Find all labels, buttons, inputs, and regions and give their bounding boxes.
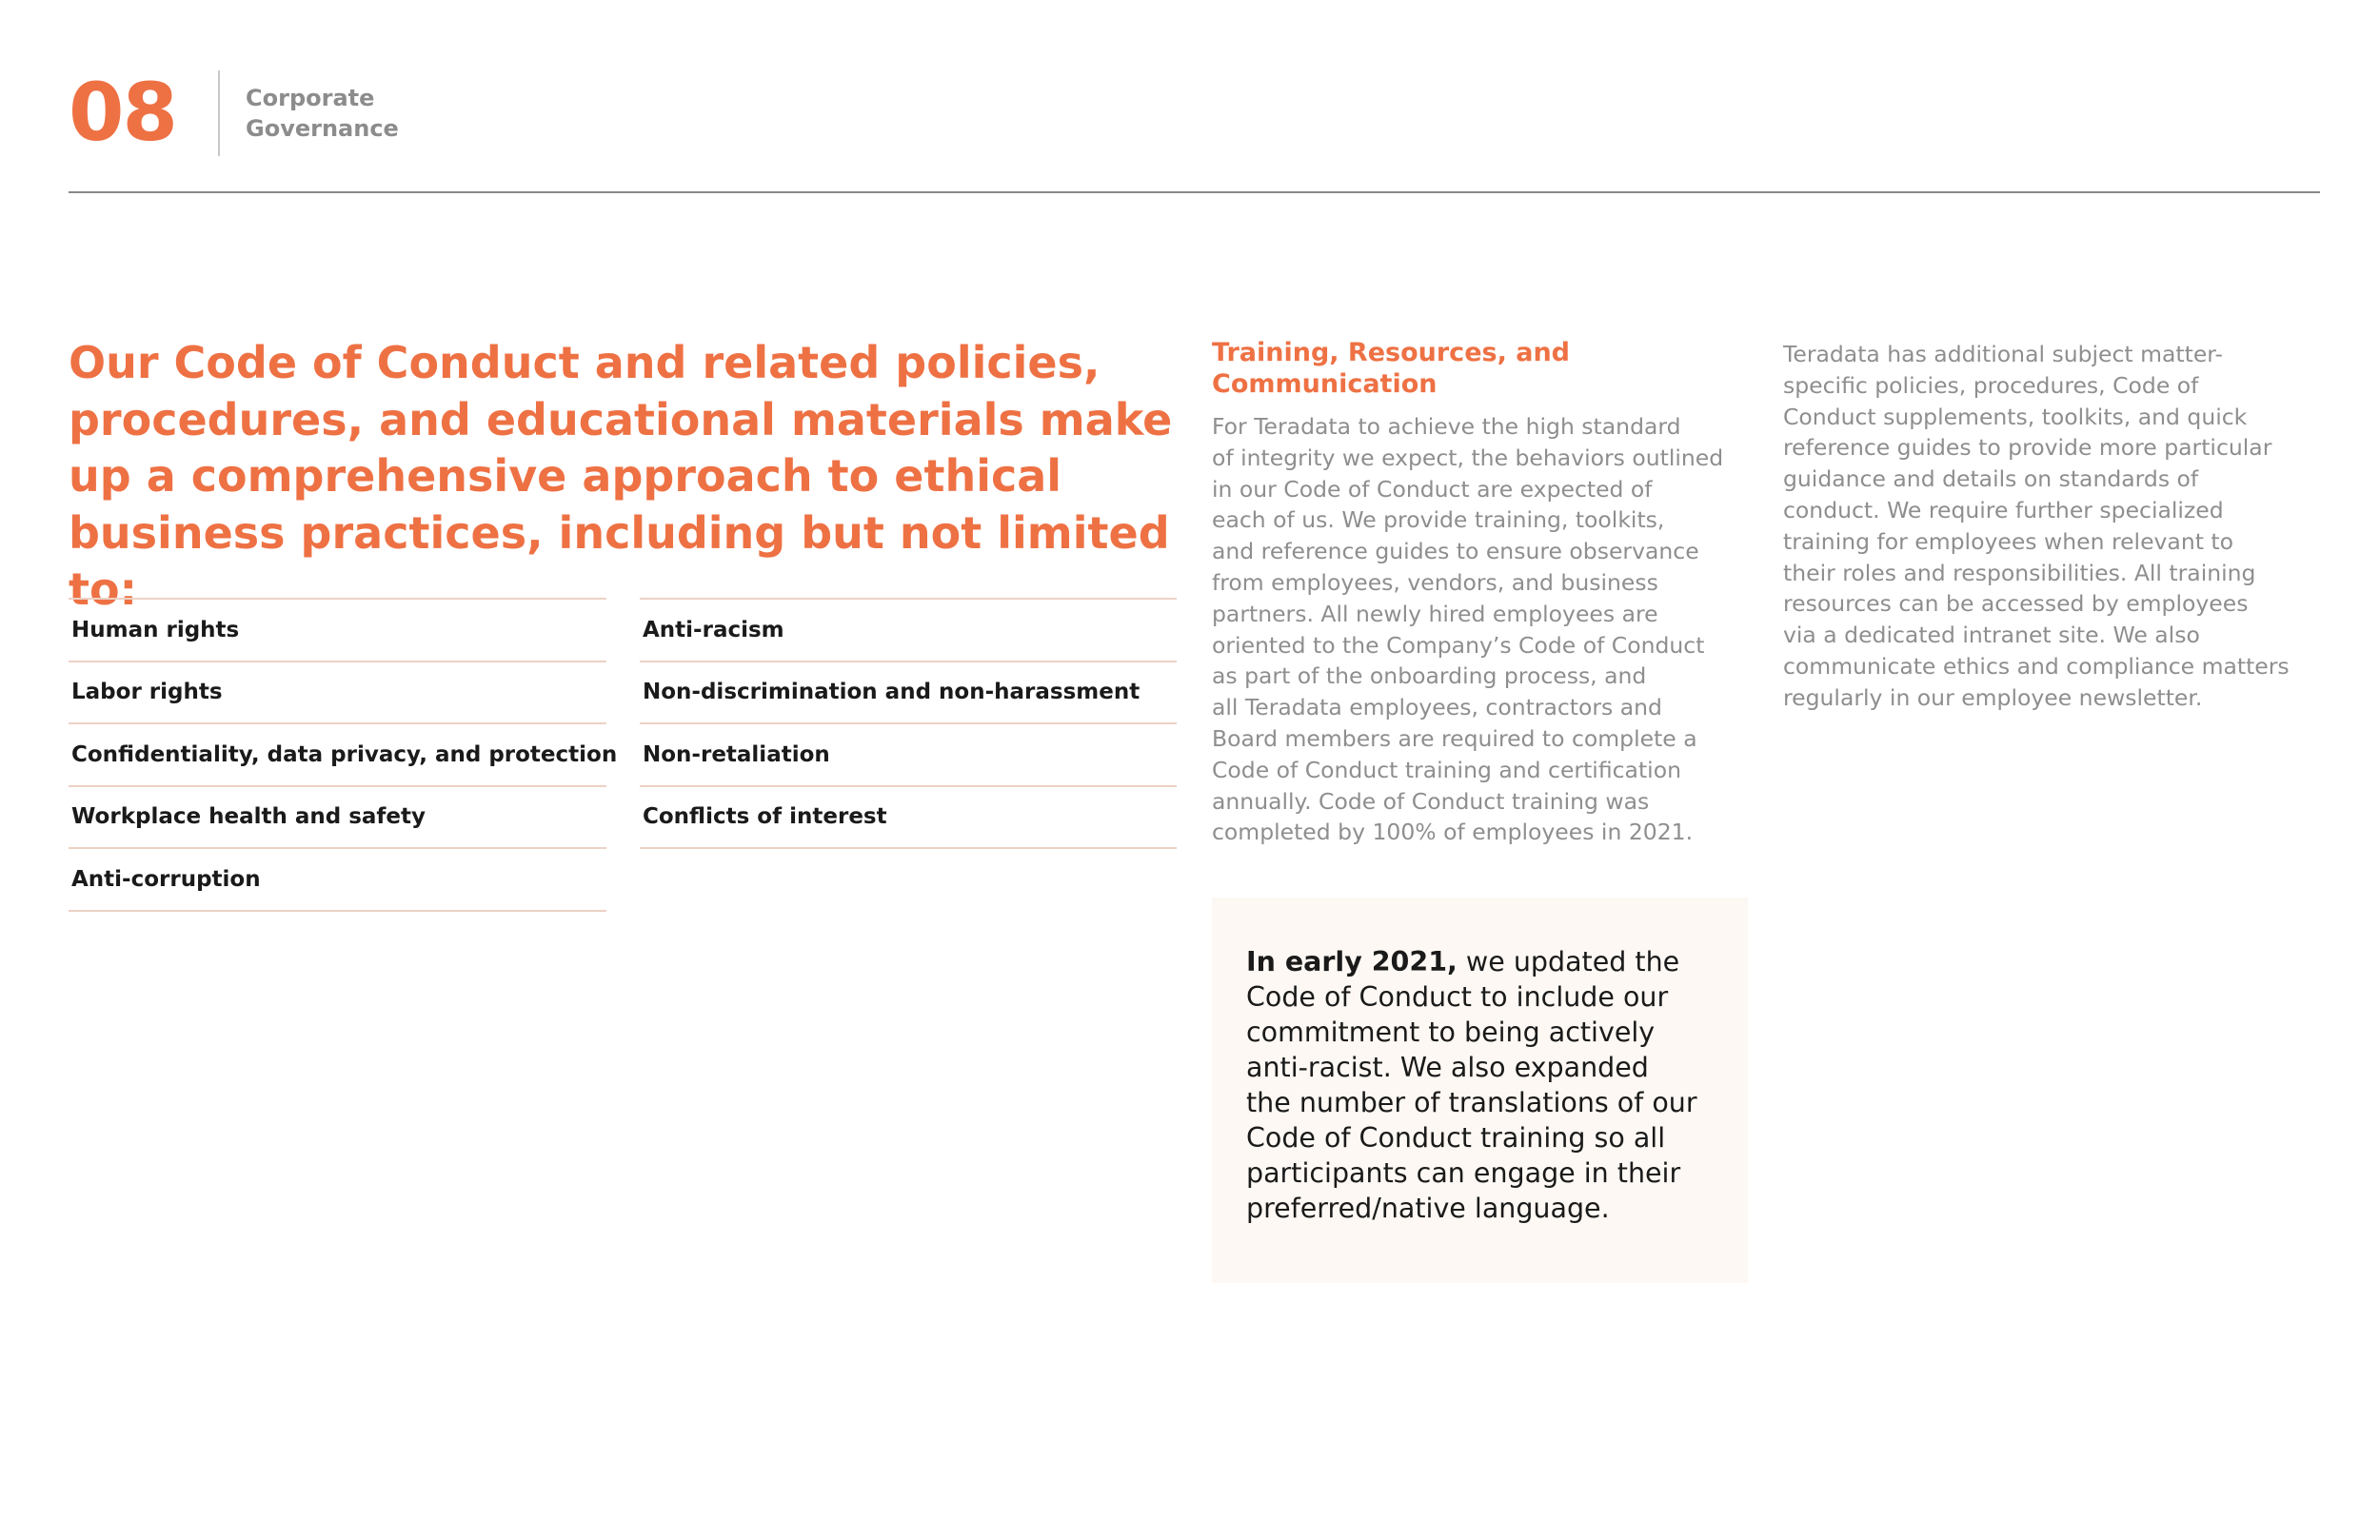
training-body-line: and reference guides to ensure observance [1212, 538, 1699, 565]
callout-line: Code of Conduct to include our [1246, 981, 1669, 1013]
training-body-line: all Teradata employees, contractors and [1212, 694, 1662, 721]
additional-body-line: conduct. We require further specialized [1783, 496, 2224, 523]
additional-body-line: Conduct supplements, toolkits, and quick [1783, 403, 2248, 430]
additional-body-line: guidance and details on standards of [1783, 465, 2199, 493]
section-title-line1: Corporate [246, 85, 375, 111]
training-body-line: of integrity we expect, the behaviors outlined [1212, 444, 1724, 471]
intro-headline: Our Code of Conduct and related policies, procedures, and educational materials make up a comprehensive approach to ethical business practices, including but not limited to: [69, 337, 1173, 615]
section-title [246, 83, 399, 144]
additional-body [1783, 339, 2290, 714]
topic-item: Labor rights [69, 662, 606, 725]
training-heading-line2: Communication [1212, 369, 1438, 399]
callout-line: anti-racist. We also expanded [1246, 1052, 1649, 1083]
training-body-line: as part of the onboarding process, and [1212, 662, 1647, 690]
training-body-line: annually. Code of Conduct training was [1212, 787, 1650, 815]
training-body-line: partners. All newly hired employees are [1212, 600, 1658, 627]
training-body-line: from employees, vendors, and business [1212, 568, 1658, 596]
additional-body-line: their roles and responsibilities. All training [1783, 559, 2256, 586]
topic-list-column2 [640, 598, 1177, 849]
callout-box [1212, 898, 1748, 1283]
callout-text [1246, 944, 1697, 1226]
section-title-line2: Governance [246, 115, 399, 142]
callout-lead: In early 2021, [1246, 946, 1458, 977]
header-rule [69, 191, 2320, 193]
additional-body-line: specific policies, procedures, Code of [1783, 371, 2199, 399]
callout-line: the number of translations of our [1246, 1087, 1697, 1118]
callout-line: participants can engage in their [1246, 1157, 1681, 1189]
callout-line: Code of Conduct training so all [1246, 1122, 1666, 1154]
training-body-line: oriented to the Company’s Code of Conduct [1212, 631, 1705, 659]
training-body [1212, 411, 1723, 848]
topic-item: Non-discrimination and non-harassment [640, 662, 1177, 725]
training-body-line: each of us. We provide training, toolkits, [1212, 506, 1665, 534]
training-body-line: Board members are required to complete a [1212, 724, 1697, 752]
additional-body-line: training for employees when relevant to [1783, 527, 2234, 555]
callout-line: preferred/native language. [1246, 1193, 1610, 1224]
training-body-line: Code of Conduct training and certification [1212, 756, 1681, 783]
callout-line [1246, 944, 1697, 979]
topic-list-column1 [69, 598, 618, 912]
topic-item: Workplace health and safety [69, 787, 606, 850]
callout-line: commitment to being actively [1246, 1017, 1656, 1048]
additional-body-line: communicate ethics and compliance matters [1783, 652, 2290, 680]
topic-item: Non-retaliation [640, 724, 1177, 787]
additional-body-line: regularly in our employee newsletter. [1783, 683, 2203, 711]
chapter-number: 08 [69, 66, 176, 159]
additional-body-line: Teradata has additional subject matter- [1783, 341, 2223, 367]
training-body-line: in our Code of Conduct are expected of [1212, 475, 1653, 503]
topic-item: Confidentiality, data privacy, and protection [69, 724, 606, 787]
additional-body-line: resources can be accessed by employees [1783, 590, 2249, 618]
training-heading-line1: Training, Resources, and [1212, 338, 1570, 367]
topic-item: Anti-corruption [69, 849, 606, 912]
additional-body-line: via a dedicated intranet site. We also [1783, 622, 2200, 649]
topic-item: Anti-racism [640, 600, 1177, 662]
training-heading [1212, 337, 1745, 400]
training-body-line: completed by 100% of employees in 2021. [1212, 819, 1694, 846]
additional-body-line: reference guides to provide more particular [1783, 434, 2272, 462]
topic-item: Human rights [69, 600, 606, 662]
header-divider [218, 70, 220, 156]
topic-item: Conflicts of interest [640, 787, 1177, 850]
training-body-line: For Teradata to achieve the high standard [1212, 413, 1681, 440]
callout-line1-rest: we updated the [1457, 946, 1680, 977]
